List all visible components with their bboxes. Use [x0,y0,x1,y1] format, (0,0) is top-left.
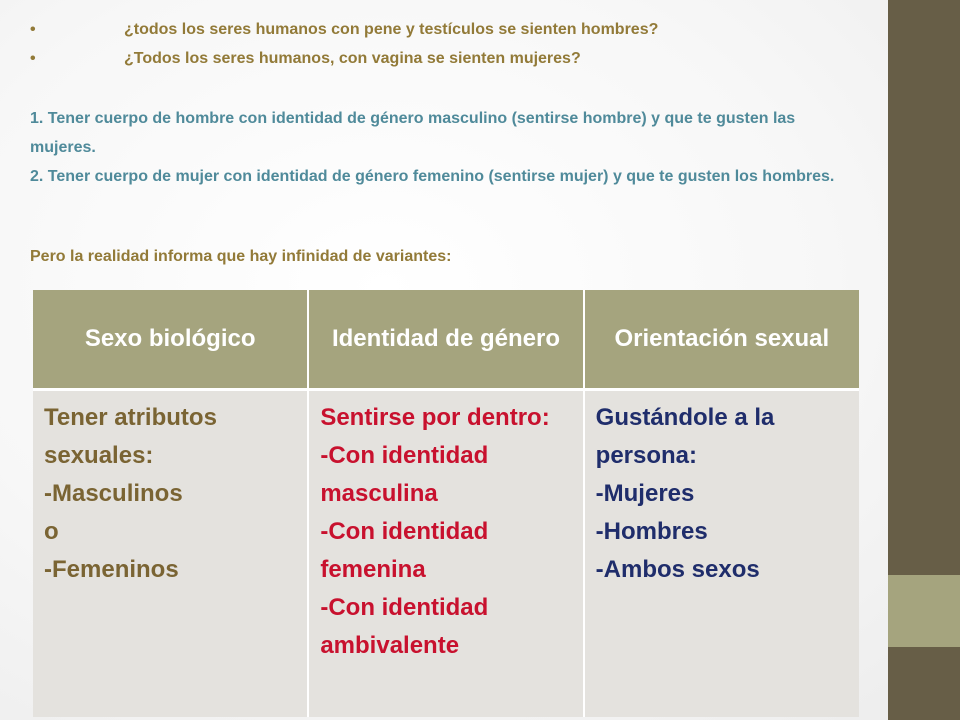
cell-sexo-biologico [33,390,308,718]
cell-line: -Masculinos [44,480,183,507]
cell-line: -Mujeres [595,480,695,507]
cell-line: Sentirse por dentro: [320,404,550,431]
cell-line: -Hombres [595,518,708,545]
cell-line: -Femeninos [44,556,179,583]
cell-orientacion-sexual [584,390,859,718]
question-text: ¿Todos los seres humanos, con vagina se sienten mujeres? [124,50,581,67]
cell-line: o [44,518,59,545]
cell-line: Tener atributos sexuales: [44,404,217,469]
header-sexo-biologico: Sexo biológico [33,290,308,390]
decorative-sidebar [888,0,960,720]
paragraph-1: 1. Tener cuerpo de hombre con identidad de género masculino (sentirse hombre) y que te gusten las mujeres. [30,110,796,156]
conclusion-text: Pero la realidad informa que hay infinidad de variantes: [30,248,452,265]
cell-identidad-genero [308,390,583,718]
paragraph-2: 2. Tener cuerpo de mujer con identidad de género femenino (sentirse mujer) y que te gusten los hombres. [30,168,835,185]
header-identidad-genero: Identidad de género [308,290,583,390]
cell-line: -Con identidad ambivalente [320,594,489,659]
bullet-point: • [30,50,36,67]
header-orientacion-sexual: Orientación sexual [584,290,859,390]
table-header-row [33,290,859,390]
cell-line: -Con identidad masculina [320,442,489,507]
bullet-point: • [30,21,36,38]
question-text: ¿todos los seres humanos con pene y testículos se sienten hombres? [124,21,659,38]
cell-line: -Ambos sexos [595,556,760,583]
cell-line: Gustándole a la persona: [595,404,775,469]
table-row [33,390,859,718]
concept-table [33,290,859,717]
sidebar-accent-band [888,575,960,647]
cell-line: -Con identidad femenina [320,518,489,583]
